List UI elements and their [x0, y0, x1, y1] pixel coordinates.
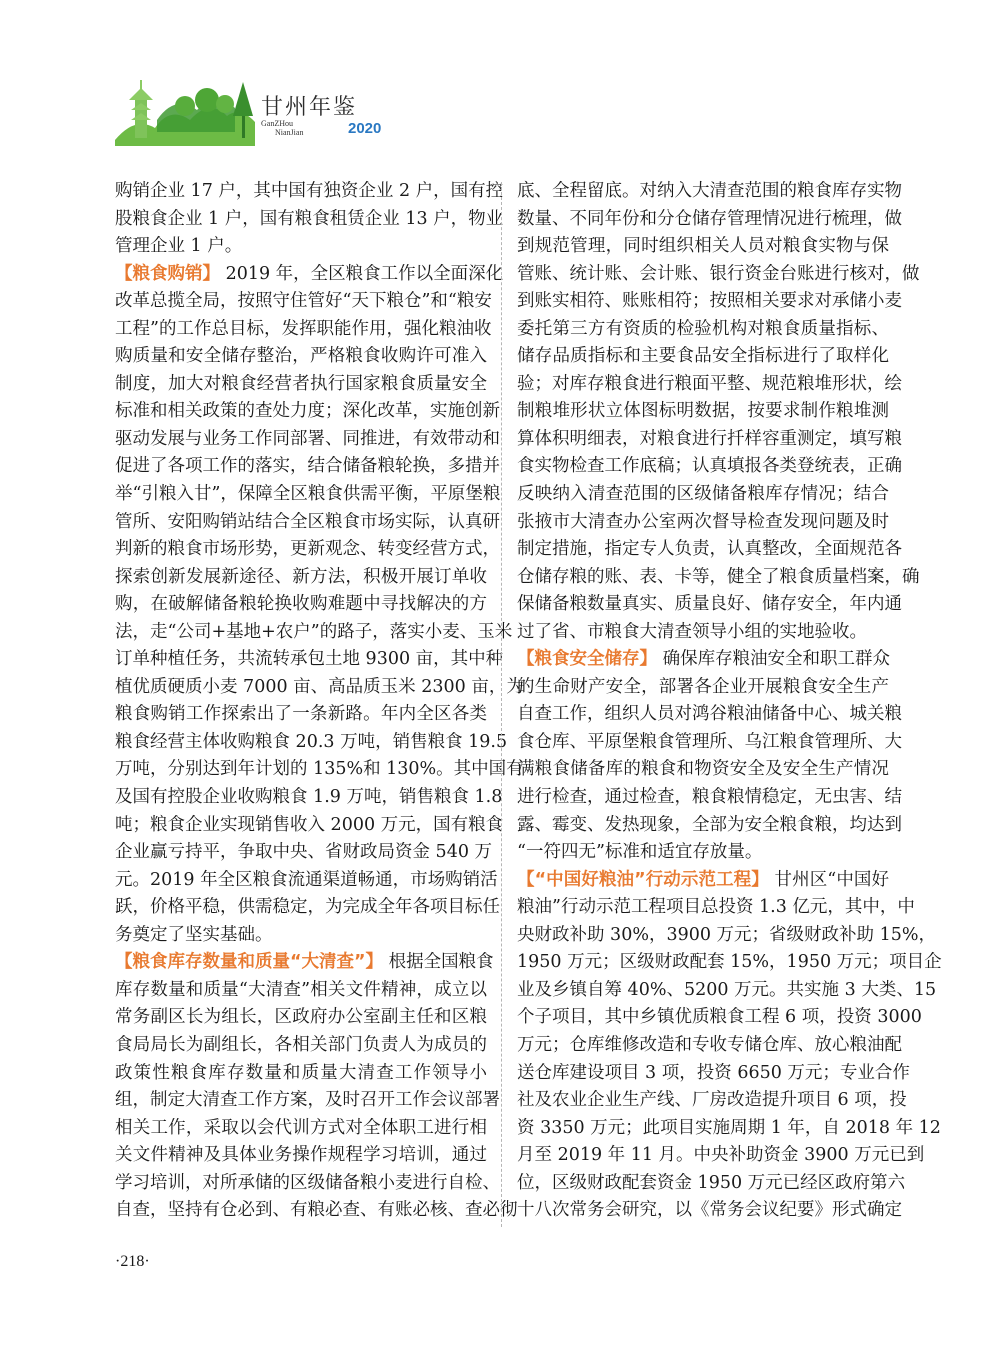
- text-line: [115, 481, 501, 509]
- text-line: [517, 812, 902, 840]
- text-line: [517, 426, 902, 454]
- line-text: 元。2019 年全区粮食流通渠道畅通，市场购销活: [115, 869, 498, 890]
- line-text: 验；对库存粮食进行粮面平整、规范粮堆形状，绘: [517, 373, 902, 394]
- text-line: [517, 509, 889, 537]
- yearbook-title-en-line1: GanZHou: [261, 119, 293, 128]
- yearbook-title-cn: 甘州年鉴: [261, 95, 358, 120]
- text-line: [115, 233, 487, 261]
- text-line: [517, 481, 889, 509]
- text-line: [115, 977, 487, 1005]
- line-text: 管理企业 1 户。: [115, 236, 243, 257]
- text-line: [517, 1004, 922, 1032]
- line-text: 确保库存粮油安全和职工群众: [657, 649, 891, 670]
- line-text: 的生命财产安全，部署各企业开展粮食安全生产: [517, 676, 889, 697]
- text-line: [115, 1115, 487, 1143]
- line-text: 植优质硬质小麦 7000 亩、高品质玉米 2300 亩，为: [115, 676, 524, 697]
- text-line: [517, 261, 920, 289]
- text-line: [115, 453, 500, 481]
- text-line: [517, 646, 889, 674]
- text-line: [517, 839, 889, 867]
- text-line: [517, 288, 902, 316]
- line-text: 关文件精神及具体业务操作规程学习培训，通过: [115, 1145, 487, 1166]
- text-line: [517, 784, 902, 812]
- line-text: 万吨，分别达到年计划的 135%和 130%。其中国有: [115, 759, 524, 780]
- yearbook-title-en-line2: NianJian: [275, 128, 304, 137]
- text-line: [517, 371, 902, 399]
- line-text: 进行检查，通过检查，粮食粮情稳定，无虫害、结: [517, 787, 902, 808]
- line-text: 制定措施，指定专人负责，认真整改，全面规范各: [517, 539, 902, 560]
- section-heading: 【粮食库存数量和质量“大清查”】: [115, 952, 384, 973]
- text-line: [115, 729, 508, 757]
- text-line: [517, 536, 902, 564]
- line-text: 食实物检查工作底稿；认真填报各类登统表，正确: [517, 456, 902, 477]
- line-text: 及国有控股企业收购粮食 1.9 万吨，销售粮食 1.8: [115, 787, 503, 808]
- text-line: [517, 591, 902, 619]
- line-text: 位，区级财政配套资金 1950 万元已经区政府第六: [517, 1172, 906, 1193]
- text-line: [115, 867, 498, 895]
- text-line: [115, 178, 504, 206]
- text-line: [115, 646, 504, 674]
- line-text: 法，走“公司+基地+农户”的路子，落实小麦、玉米: [115, 621, 513, 642]
- text-line: [115, 812, 504, 840]
- line-text: 自查工作，组织人员对鸿谷粮油储备中心、城关粮: [517, 704, 902, 725]
- left-text-column: [115, 178, 524, 1225]
- line-text: 送仓库建设项目 3 项，投资 6650 万元；专业合作: [517, 1062, 910, 1083]
- text-line: [115, 894, 500, 922]
- text-line: [115, 674, 524, 702]
- line-text: 保储备粮数量真实、质量良好、储存安全，年内通: [517, 594, 902, 615]
- line-text: 工程”的工作总目标，发挥职能作用，强化粮油收: [115, 318, 492, 339]
- line-text: 数量、不同年份和分仓储存管理情况进行梳理，做: [517, 208, 902, 229]
- line-text: 标准和相关政策的查处力度；深化改革，实施创新: [115, 401, 500, 422]
- line-text: 1950 万元；区级财政配套 15%，1950 万元；项目企: [517, 952, 942, 973]
- line-text: 月至 2019 年 11 月。中央补助资金 3900 万元已到: [517, 1145, 925, 1166]
- text-line: [517, 894, 915, 922]
- text-line: [517, 178, 902, 206]
- line-text: 企业赢亏持平，争取中央、省财政局资金 540 万: [115, 842, 493, 863]
- text-line: [115, 1197, 518, 1225]
- line-text: 到账实相符、账账相符；按照相关要求对承储小麦: [517, 291, 902, 312]
- line-text: 央财政补助 30%，3900 万元；省级财政补助 15%，: [517, 924, 937, 945]
- line-text: “一符四无”标准和适宜存放量。: [517, 842, 763, 863]
- line-text: 万元；仓库维修改造和专收专储仓库、放心粮油配: [517, 1034, 902, 1055]
- section-heading: 【粮食购销】: [115, 263, 220, 284]
- text-line: [115, 784, 503, 812]
- text-line: [517, 1170, 906, 1198]
- page-number: ·218·: [115, 1253, 150, 1270]
- text-line: [115, 1142, 487, 1170]
- line-text: 管账、统计账、会计账、银行资金台账进行核对，做: [517, 263, 920, 284]
- text-line: [115, 1170, 500, 1198]
- text-line: [115, 398, 500, 426]
- text-line: [517, 1032, 902, 1060]
- text-line: [115, 206, 504, 234]
- line-text: 购，在破解储备粮轮换收购难题中寻找解决的方: [115, 594, 487, 615]
- text-line: [517, 564, 920, 592]
- text-line: [517, 316, 889, 344]
- line-text: 2019 年，全区粮食工作以全面深化: [220, 263, 504, 284]
- text-line: [517, 756, 889, 784]
- text-line: [517, 674, 889, 702]
- text-line: [517, 977, 937, 1005]
- line-text: 仓储存粮的账、表、卡等，健全了粮食质量档案，确: [517, 566, 920, 587]
- line-text: 改革总揽全局，按照守住管好“天下粮仓”和“粮安: [115, 291, 492, 312]
- text-line: [517, 922, 937, 950]
- text-line: [517, 1060, 910, 1088]
- text-line: [115, 288, 492, 316]
- text-line: [517, 1115, 941, 1143]
- text-line: [517, 729, 902, 757]
- text-line: [517, 343, 889, 371]
- text-line: [517, 867, 889, 895]
- text-line: [115, 949, 494, 977]
- line-text: 制度，加大对粮食经营者执行国家粮食质量安全: [115, 373, 487, 394]
- line-text: 甘州区“中国好: [768, 869, 889, 890]
- text-line: [517, 233, 889, 261]
- line-text: 购质量和安全储存整治，严格粮食收购许可准入: [115, 346, 487, 367]
- line-text: 管所、安阳购销站结合全区粮食市场实际，认真研: [115, 511, 500, 532]
- line-text: 十八次常务会研究，以《常务会议纪要》形式确定: [517, 1200, 902, 1221]
- line-text: 食仓库、平原堡粮食管理所、乌江粮食管理所、大: [517, 731, 902, 752]
- line-text: 反映纳入清查范围的区级储备粮库存情况；结合: [517, 484, 889, 505]
- text-line: [115, 261, 504, 289]
- section-heading: 【粮食安全储存】: [517, 649, 657, 670]
- line-text: 探索创新发展新途径、新方法，积极开展订单收: [115, 566, 487, 587]
- line-text: 相关工作，采取以会代训方式对全体职工进行相: [115, 1117, 487, 1138]
- line-text: 根据全国粮食: [383, 952, 494, 973]
- text-line: [115, 536, 500, 564]
- line-text: 订单种植任务，共流转承包土地 9300 亩，其中种: [115, 649, 504, 670]
- text-line: [115, 564, 487, 592]
- line-text: 张掖市大清查办公室两次督导检查发现问题及时: [517, 511, 889, 532]
- line-text: 食局局长为副组长，各相关部门负责人为成员的: [115, 1034, 487, 1055]
- line-text: 算体积明细表，对粮食进行扦样容重测定，填写粮: [517, 428, 902, 449]
- yearbook-header: [115, 76, 415, 146]
- line-text: 粮食经营主体收购粮食 20.3 万吨，销售粮食 19.5: [115, 731, 508, 752]
- text-line: [517, 1197, 902, 1225]
- line-text: 社及农业企业生产线、厂房改造提升项目 6 项，投: [517, 1090, 907, 1111]
- text-line: [115, 756, 524, 784]
- line-text: 业及乡镇自筹 40%、5200 万元。共实施 3 大类、15: [517, 979, 937, 1000]
- text-line: [115, 343, 487, 371]
- line-text: 常务副区长为组长，区政府办公室副主任和区粮: [115, 1007, 487, 1028]
- text-line: [517, 1142, 925, 1170]
- text-line: [115, 1004, 487, 1032]
- text-line: [115, 619, 513, 647]
- pagoda-landscape-logo-icon: [115, 76, 255, 146]
- line-text: 个子项目，其中乡镇优质粮食工程 6 项，投资 3000: [517, 1007, 922, 1028]
- text-line: [115, 1087, 500, 1115]
- text-line: [115, 1060, 487, 1088]
- line-text: 储存品质指标和主要食品安全指标进行了取样化: [517, 346, 889, 367]
- line-text: 购销企业 17 户，其中国有独资企业 2 户，国有控: [115, 181, 504, 201]
- line-text: 到规范管理，同时组织相关人员对粮食实物与保: [517, 236, 889, 257]
- yearbook-year: 2020: [348, 120, 382, 137]
- right-text-column: [517, 178, 942, 1225]
- line-text: 满粮食储备库的粮食和物资安全及安全生产情况: [517, 759, 889, 780]
- line-text: 举“引粮入甘”，保障全区粮食供需平衡，平原堡粮: [115, 484, 501, 505]
- yearbook-title-en: [261, 119, 303, 137]
- line-text: 委托第三方有资质的检验机构对粮食质量指标、: [517, 318, 889, 339]
- line-text: 学习培训，对所承储的区级储备粮小麦进行自检、: [115, 1172, 500, 1193]
- text-line: [517, 949, 942, 977]
- line-text: 过了省、市粮食大清查领导小组的实地验收。: [517, 621, 867, 642]
- line-text: 判新的粮食市场形势，更新观念、转变经营方式，: [115, 539, 500, 560]
- text-line: [517, 1087, 907, 1115]
- line-text: 政策性粮食库存数量和质量大清查工作领导小: [115, 1062, 487, 1083]
- line-text: 粮油”行动示范工程项目总投资 1.3 亿元，其中，中: [517, 897, 915, 918]
- text-line: [115, 839, 493, 867]
- line-text: 促进了各项工作的落实，结合储备粮轮换，多措并: [115, 456, 500, 477]
- text-line: [517, 619, 889, 647]
- text-line: [115, 922, 487, 950]
- text-line: [115, 426, 500, 454]
- line-text: 务奠定了坚实基础。: [115, 924, 273, 945]
- line-text: 自查，坚持有仓必到、有粮必查、有账必核、查必彻: [115, 1200, 518, 1221]
- line-text: 粮食购销工作探索出了一条新路。年内全区各类: [115, 704, 487, 725]
- text-line: [517, 453, 902, 481]
- text-line: [115, 371, 487, 399]
- section-heading: 【“中国好粮油”行动示范工程】: [517, 869, 769, 890]
- text-line: [115, 509, 500, 537]
- line-text: 组，制定大清查工作方案，及时召开工作会议部署: [115, 1090, 500, 1111]
- line-text: 股粮食企业 1 户，国有粮食租赁企业 13 户，物业: [115, 208, 504, 229]
- text-line: [517, 701, 902, 729]
- text-line: [115, 316, 492, 344]
- text-line: [115, 591, 487, 619]
- line-text: 制粮堆形状立体图标明数据，按要求制作粮堆测: [517, 401, 889, 422]
- text-line: [115, 1032, 487, 1060]
- text-line: [517, 206, 902, 234]
- line-text: 露、霉变、发热现象，全部为安全粮食粮，均达到: [517, 814, 902, 835]
- text-line: [115, 701, 487, 729]
- line-text: 资 3350 万元；此项目实施周期 1 年，自 2018 年 12: [517, 1117, 941, 1138]
- line-text: 库存数量和质量“大清查”相关文件精神，成立以: [115, 979, 487, 1000]
- text-line: [517, 398, 889, 426]
- line-text: 底、全程留底。对纳入大清查范围的粮食库存实物: [517, 181, 902, 201]
- line-text: 驱动发展与业务工作同部署、同推进，有效带动和: [115, 428, 500, 449]
- column-divider: [501, 182, 502, 1227]
- line-text: 吨；粮食企业实现销售收入 2000 万元，国有粮食: [115, 814, 504, 835]
- line-text: 跃，价格平稳，供需稳定，为完成全年各项目标任: [115, 897, 500, 918]
